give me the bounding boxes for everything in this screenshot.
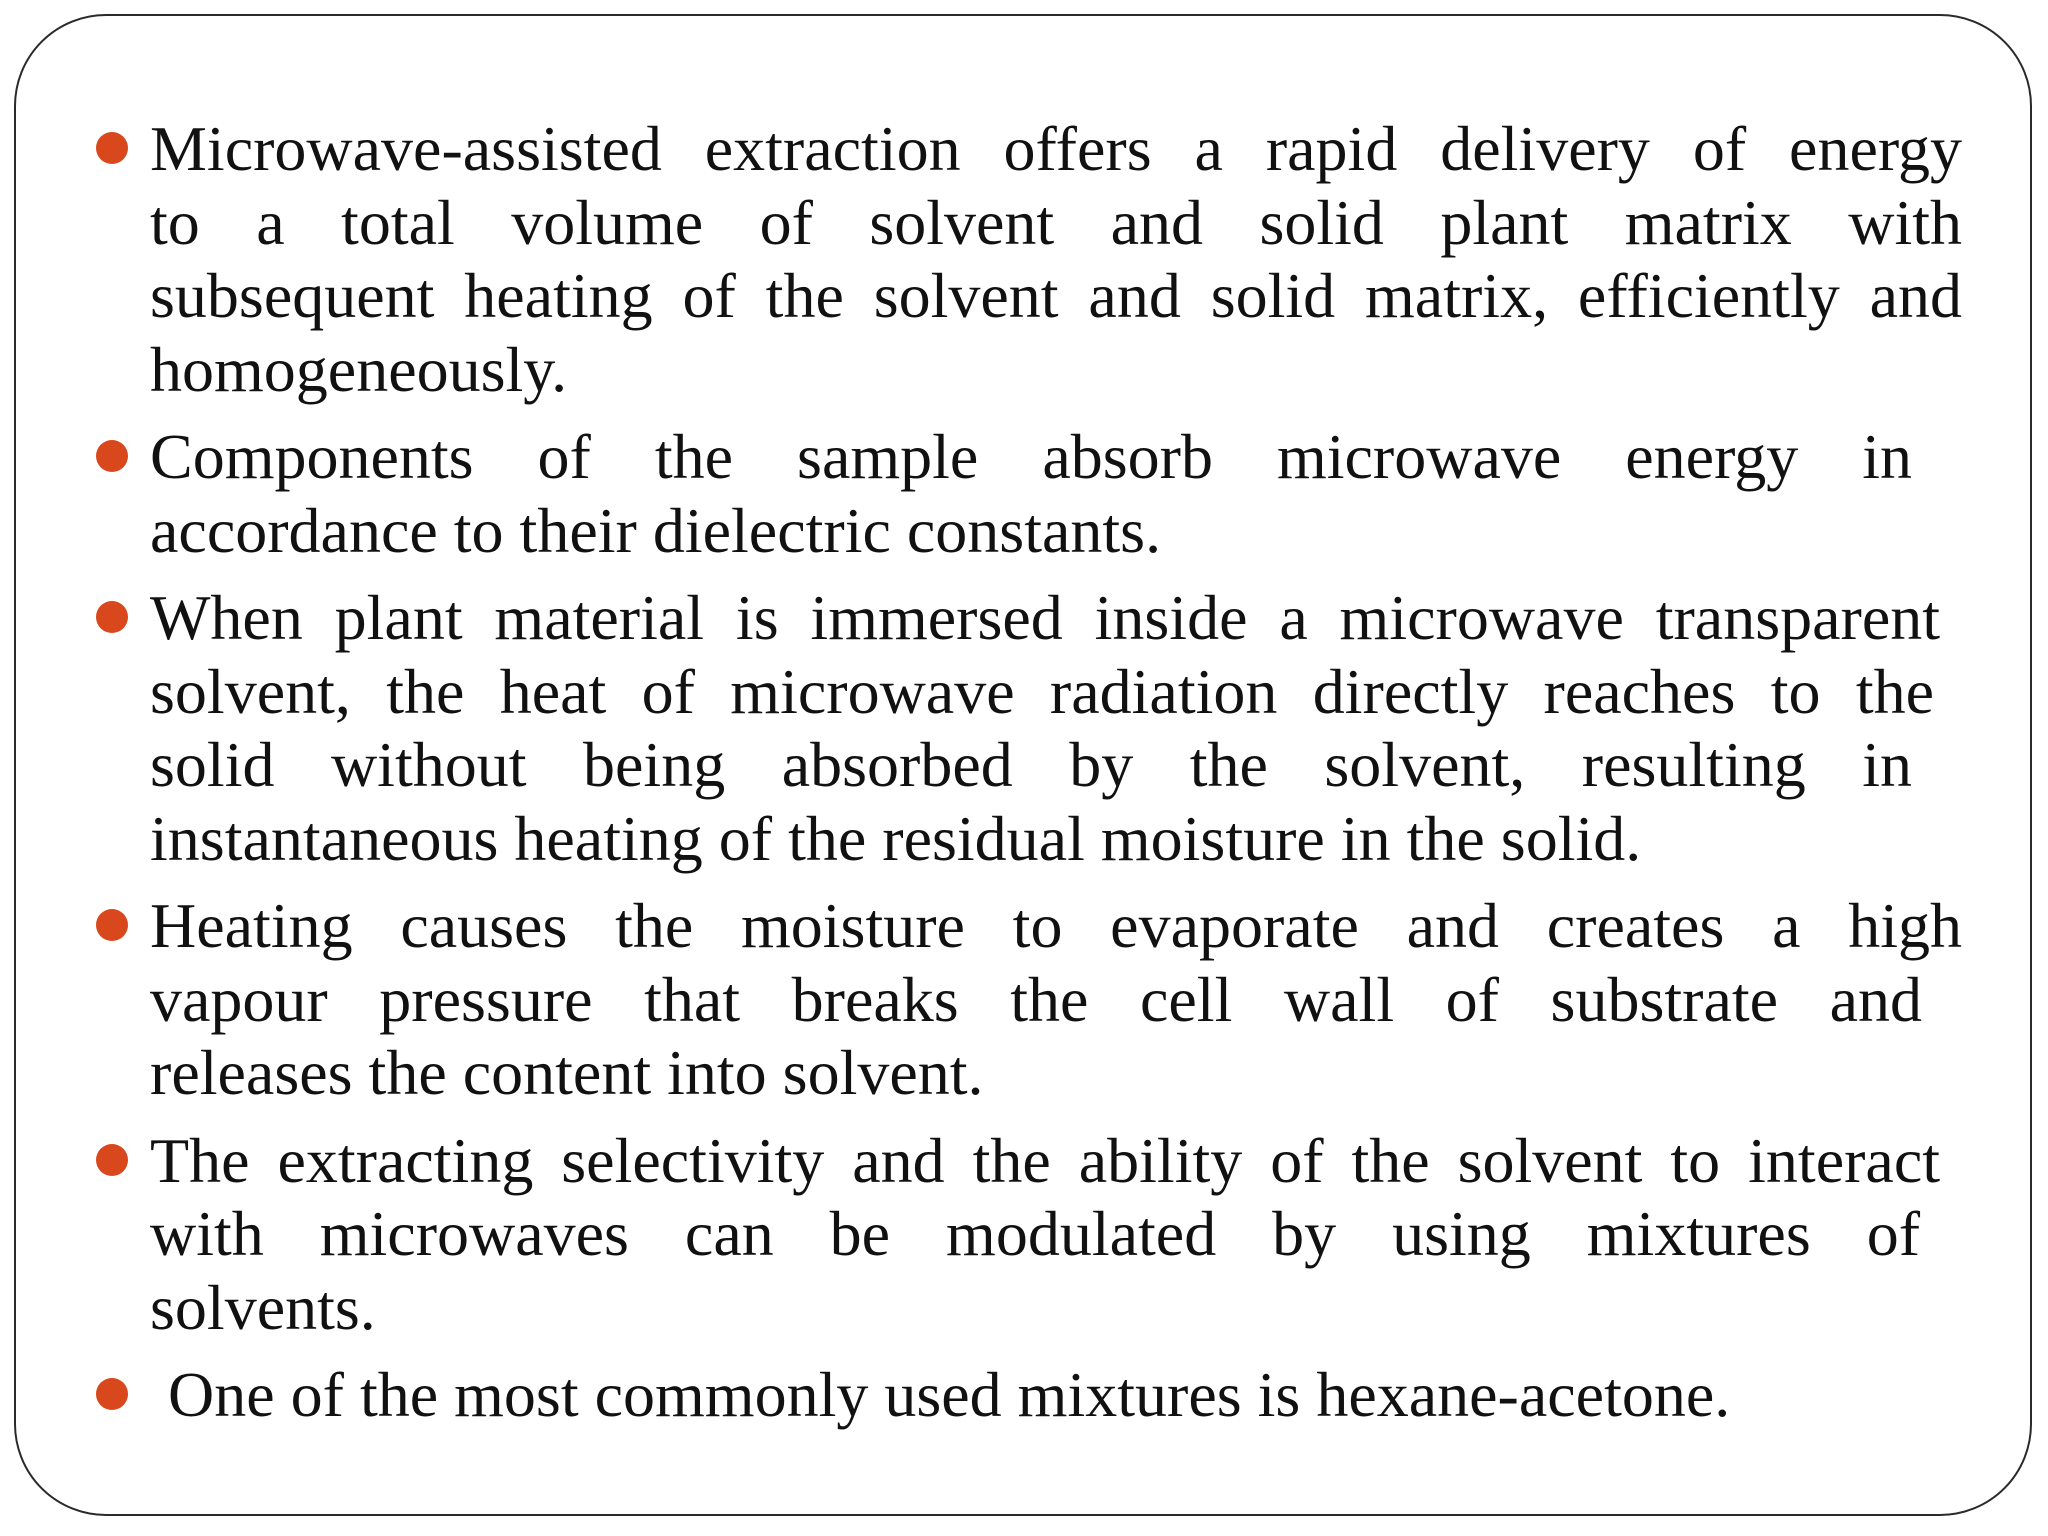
- bullet-item: [150, 1358, 1962, 1432]
- bullet-line: Microwave-assisted extraction offers a rapid delivery of energy: [150, 113, 1962, 184]
- bullet-line: subsequent heating of the solvent and solid matrix, efficiently and: [150, 260, 1962, 331]
- bullet-line: to a total volume of solvent and solid plant matrix with: [150, 186, 1962, 258]
- bullet-item: [150, 420, 1962, 567]
- bullet-line: When plant material is immersed inside a microwave transparent: [150, 582, 1940, 653]
- bullet-line: instantaneous heating of the residual moisture in the solid.: [150, 802, 1642, 874]
- bullet-line: homogeneously.: [150, 333, 568, 405]
- bullet-line: The extracting selectivity and the ability of the solvent to interact: [150, 1124, 1940, 1196]
- bullet-item: [150, 581, 1962, 875]
- bullet-line: solvent, the heat of microwave radiation directly reaches to the: [150, 655, 1934, 727]
- bullet-dot-icon: [96, 440, 128, 472]
- bullet-line: solvents.: [150, 1271, 376, 1343]
- bullet-item: [150, 112, 1962, 406]
- bullet-dot-icon: [96, 909, 128, 941]
- bullet-dot-icon: [96, 601, 128, 633]
- bullet-line: Components of the sample absorb microwave energy in: [150, 421, 1912, 492]
- bullet-line: accordance to their dielectric constants.: [150, 494, 1162, 566]
- bullet-line: vapour pressure that breaks the cell wall of substrate and: [150, 963, 1922, 1035]
- bullet-dot-icon: [96, 1144, 128, 1176]
- bullet-line: Heating causes the moisture to evaporate and creates a high: [150, 890, 1962, 961]
- bullet-line: releases the content into solvent.: [150, 1037, 984, 1108]
- bullet-line: with microwaves can be modulated by using mixtures of: [150, 1198, 1920, 1269]
- bullet-line: solid without being absorbed by the solvent, resulting in: [150, 729, 1912, 800]
- bullet-dot-icon: [96, 132, 128, 164]
- bullet-item: [150, 889, 1962, 1110]
- bullet-item: [150, 1124, 1962, 1345]
- bullet-list: [150, 112, 1962, 1446]
- bullet-line: One of the most commonly used mixtures is hexane-acetone.: [168, 1359, 1731, 1430]
- bullet-dot-icon: [96, 1378, 128, 1410]
